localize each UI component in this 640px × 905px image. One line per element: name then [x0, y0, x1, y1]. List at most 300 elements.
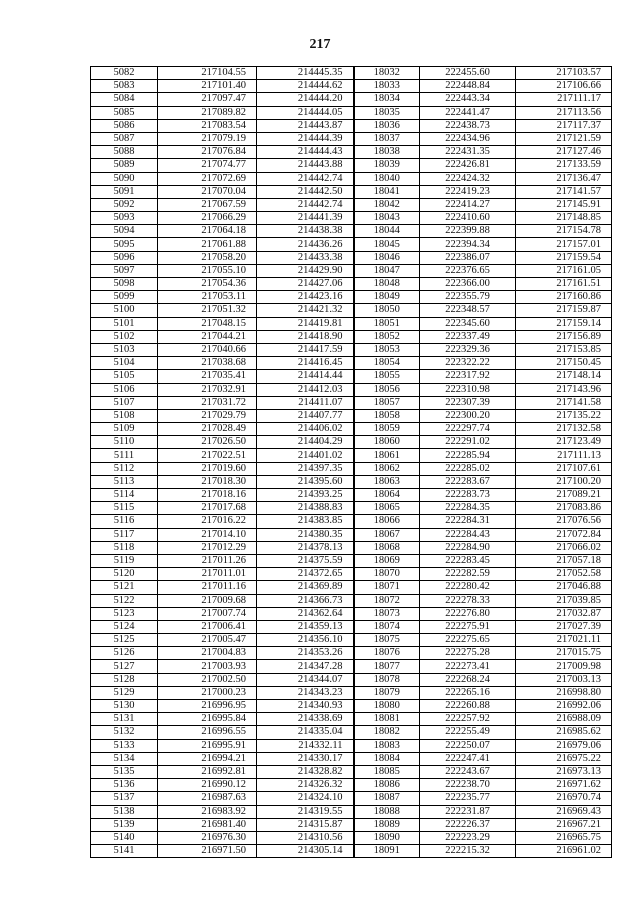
y-coord-right: 217135.22: [516, 409, 612, 422]
y-coord-right: 217100.20: [516, 475, 612, 488]
point-id-left: 5138: [91, 805, 158, 818]
x-coord-right: 222231.87: [420, 805, 516, 818]
x-coord-left: 216976.30: [158, 831, 257, 844]
y-coord-left: 214442.74: [257, 198, 354, 211]
y-coord-left: 214416.45: [257, 357, 354, 370]
x-coord-right: 222283.45: [420, 554, 516, 567]
x-coord-right: 222441.47: [420, 106, 516, 119]
y-coord-right: 217154.78: [516, 225, 612, 238]
point-id-left: 5097: [91, 264, 158, 277]
point-id-left: 5124: [91, 620, 158, 633]
point-id-left: 5134: [91, 752, 158, 765]
y-coord-left: 214380.35: [257, 528, 354, 541]
x-coord-left: 216994.21: [158, 752, 257, 765]
y-coord-right: 216970.74: [516, 792, 612, 805]
point-id-left: 5133: [91, 739, 158, 752]
point-id-right: 18042: [354, 198, 420, 211]
table-row: [91, 528, 612, 541]
x-coord-right: 222282.59: [420, 568, 516, 581]
point-id-left: 5121: [91, 581, 158, 594]
y-coord-right: 216967.21: [516, 818, 612, 831]
x-coord-right: 222300.20: [420, 409, 516, 422]
point-id-right: 18047: [354, 264, 420, 277]
point-id-right: 18065: [354, 502, 420, 515]
y-coord-right: 217132.58: [516, 423, 612, 436]
table-row: [91, 198, 612, 211]
point-id-right: 18051: [354, 317, 420, 330]
y-coord-right: 217072.84: [516, 528, 612, 541]
y-coord-right: 217111.13: [516, 449, 612, 462]
y-coord-right: 217143.96: [516, 383, 612, 396]
table-row: [91, 541, 612, 554]
point-id-right: 18081: [354, 713, 420, 726]
y-coord-right: 216965.75: [516, 831, 612, 844]
y-coord-left: 214332.11: [257, 739, 354, 752]
y-coord-left: 214378.13: [257, 541, 354, 554]
y-coord-left: 214395.60: [257, 475, 354, 488]
y-coord-left: 214406.02: [257, 423, 354, 436]
x-coord-right: 222419.23: [420, 185, 516, 198]
y-coord-right: 216975.22: [516, 752, 612, 765]
y-coord-left: 214324.10: [257, 792, 354, 805]
x-coord-right: 222268.24: [420, 673, 516, 686]
point-id-left: 5127: [91, 660, 158, 673]
x-coord-right: 222386.07: [420, 251, 516, 264]
y-coord-left: 214443.87: [257, 119, 354, 132]
y-coord-left: 214328.82: [257, 765, 354, 778]
point-id-right: 18079: [354, 686, 420, 699]
point-id-right: 18037: [354, 132, 420, 145]
point-id-left: 5103: [91, 343, 158, 356]
y-coord-right: 217027.39: [516, 620, 612, 633]
point-id-left: 5087: [91, 132, 158, 145]
point-id-right: 18067: [354, 528, 420, 541]
y-coord-right: 217159.14: [516, 317, 612, 330]
y-coord-right: 217015.75: [516, 647, 612, 660]
point-id-left: 5111: [91, 449, 158, 462]
table-row: [91, 726, 612, 739]
x-coord-left: 216992.81: [158, 765, 257, 778]
point-id-left: 5112: [91, 462, 158, 475]
x-coord-right: 222280.42: [420, 581, 516, 594]
x-coord-left: 216996.95: [158, 700, 257, 713]
x-coord-right: 222284.35: [420, 502, 516, 515]
table-row: [91, 159, 612, 172]
y-coord-right: 217089.21: [516, 489, 612, 502]
x-coord-left: 216987.63: [158, 792, 257, 805]
y-coord-left: 214443.88: [257, 159, 354, 172]
y-coord-left: 214359.13: [257, 620, 354, 633]
point-id-right: 18046: [354, 251, 420, 264]
y-coord-right: 217156.89: [516, 330, 612, 343]
point-id-right: 18083: [354, 739, 420, 752]
x-coord-left: 217040.66: [158, 343, 257, 356]
point-id-right: 18060: [354, 436, 420, 449]
y-coord-left: 214442.74: [257, 172, 354, 185]
x-coord-left: 217007.74: [158, 607, 257, 620]
y-coord-left: 214444.39: [257, 132, 354, 145]
table-row: [91, 357, 612, 370]
x-coord-right: 222276.80: [420, 607, 516, 620]
point-id-left: 5096: [91, 251, 158, 264]
table-row: [91, 423, 612, 436]
table-row: [91, 845, 612, 858]
x-coord-right: 222215.32: [420, 845, 516, 858]
x-coord-right: 222284.31: [420, 515, 516, 528]
table-row: [91, 449, 612, 462]
table-row: [91, 278, 612, 291]
x-coord-left: 217011.16: [158, 581, 257, 594]
point-id-right: 18059: [354, 423, 420, 436]
point-id-left: 5106: [91, 383, 158, 396]
x-coord-left: 217064.18: [158, 225, 257, 238]
point-id-right: 18052: [354, 330, 420, 343]
y-coord-left: 214438.38: [257, 225, 354, 238]
x-coord-left: 217048.15: [158, 317, 257, 330]
point-id-right: 18045: [354, 238, 420, 251]
x-coord-right: 222226.37: [420, 818, 516, 831]
point-id-left: 5088: [91, 146, 158, 159]
table-row: [91, 700, 612, 713]
y-coord-left: 214366.73: [257, 594, 354, 607]
y-coord-left: 214421.32: [257, 304, 354, 317]
point-id-left: 5131: [91, 713, 158, 726]
x-coord-right: 222322.22: [420, 357, 516, 370]
x-coord-right: 222426.81: [420, 159, 516, 172]
point-id-right: 18089: [354, 818, 420, 831]
y-coord-right: 217052.58: [516, 568, 612, 581]
x-coord-right: 222317.92: [420, 370, 516, 383]
y-coord-left: 214343.23: [257, 686, 354, 699]
point-id-right: 18044: [354, 225, 420, 238]
point-id-right: 18061: [354, 449, 420, 462]
y-coord-left: 214362.64: [257, 607, 354, 620]
point-id-right: 18087: [354, 792, 420, 805]
point-id-right: 18056: [354, 383, 420, 396]
y-coord-right: 217121.59: [516, 132, 612, 145]
y-coord-right: 217046.88: [516, 581, 612, 594]
x-coord-right: 222275.65: [420, 634, 516, 647]
x-coord-left: 217083.54: [158, 119, 257, 132]
x-coord-left: 217055.10: [158, 264, 257, 277]
point-id-right: 18090: [354, 831, 420, 844]
y-coord-right: 217113.56: [516, 106, 612, 119]
y-coord-right: 217009.98: [516, 660, 612, 673]
y-coord-right: 217127.46: [516, 146, 612, 159]
point-id-right: 18053: [354, 343, 420, 356]
point-id-left: 5118: [91, 541, 158, 554]
y-coord-right: 217161.05: [516, 264, 612, 277]
point-id-right: 18050: [354, 304, 420, 317]
y-coord-right: 217076.56: [516, 515, 612, 528]
point-id-left: 5126: [91, 647, 158, 660]
y-coord-right: 217159.54: [516, 251, 612, 264]
x-coord-left: 217104.55: [158, 67, 257, 80]
point-id-left: 5085: [91, 106, 158, 119]
y-coord-left: 214340.93: [257, 700, 354, 713]
table-row: [91, 93, 612, 106]
point-id-right: 18054: [354, 357, 420, 370]
y-coord-left: 214444.43: [257, 146, 354, 159]
y-coord-right: 217106.66: [516, 80, 612, 93]
point-id-right: 18073: [354, 607, 420, 620]
point-id-right: 18033: [354, 80, 420, 93]
table-row: [91, 291, 612, 304]
point-id-left: 5105: [91, 370, 158, 383]
table-row: [91, 172, 612, 185]
x-coord-left: 217004.83: [158, 647, 257, 660]
y-coord-left: 214393.25: [257, 489, 354, 502]
x-coord-left: 217101.40: [158, 80, 257, 93]
y-coord-right: 217021.11: [516, 634, 612, 647]
table-row: [91, 489, 612, 502]
y-coord-left: 214383.85: [257, 515, 354, 528]
y-coord-right: 216971.62: [516, 779, 612, 792]
point-id-left: 5122: [91, 594, 158, 607]
point-id-right: 18068: [354, 541, 420, 554]
y-coord-left: 214338.69: [257, 713, 354, 726]
x-coord-right: 222238.70: [420, 779, 516, 792]
y-coord-right: 217159.87: [516, 304, 612, 317]
y-coord-right: 217153.85: [516, 343, 612, 356]
x-coord-left: 217018.30: [158, 475, 257, 488]
x-coord-right: 222337.49: [420, 330, 516, 343]
y-coord-left: 214353.26: [257, 647, 354, 660]
point-id-right: 18032: [354, 67, 420, 80]
y-coord-left: 214347.28: [257, 660, 354, 673]
table-row: [91, 317, 612, 330]
point-id-right: 18058: [354, 409, 420, 422]
y-coord-right: 216992.06: [516, 700, 612, 713]
x-coord-right: 222273.41: [420, 660, 516, 673]
y-coord-right: 216961.02: [516, 845, 612, 858]
point-id-right: 18049: [354, 291, 420, 304]
point-id-left: 5128: [91, 673, 158, 686]
point-id-left: 5104: [91, 357, 158, 370]
x-coord-left: 217054.36: [158, 278, 257, 291]
point-id-left: 5113: [91, 475, 158, 488]
table-row: [91, 119, 612, 132]
x-coord-right: 222255.49: [420, 726, 516, 739]
y-coord-right: 217136.47: [516, 172, 612, 185]
point-id-left: 5093: [91, 212, 158, 225]
x-coord-left: 217022.51: [158, 449, 257, 462]
table-row: [91, 225, 612, 238]
x-coord-left: 217035.41: [158, 370, 257, 383]
x-coord-right: 222434.96: [420, 132, 516, 145]
x-coord-right: 222410.60: [420, 212, 516, 225]
y-coord-left: 214401.02: [257, 449, 354, 462]
x-coord-left: 217011.01: [158, 568, 257, 581]
y-coord-right: 216988.09: [516, 713, 612, 726]
y-coord-left: 214344.07: [257, 673, 354, 686]
y-coord-right: 216979.06: [516, 739, 612, 752]
x-coord-right: 222310.98: [420, 383, 516, 396]
table-row: [91, 713, 612, 726]
y-coord-left: 214444.20: [257, 93, 354, 106]
x-coord-right: 222455.60: [420, 67, 516, 80]
x-coord-left: 217074.77: [158, 159, 257, 172]
x-coord-right: 222243.67: [420, 765, 516, 778]
table-row: [91, 132, 612, 145]
y-coord-right: 217160.86: [516, 291, 612, 304]
point-id-left: 5099: [91, 291, 158, 304]
y-coord-right: 217083.86: [516, 502, 612, 515]
x-coord-right: 222345.60: [420, 317, 516, 330]
y-coord-right: 217141.58: [516, 396, 612, 409]
table-row: [91, 502, 612, 515]
y-coord-right: 217039.85: [516, 594, 612, 607]
y-coord-right: 216973.13: [516, 765, 612, 778]
table-row: [91, 620, 612, 633]
y-coord-left: 214411.07: [257, 396, 354, 409]
y-coord-right: 216998.80: [516, 686, 612, 699]
y-coord-right: 217161.51: [516, 278, 612, 291]
point-id-right: 18077: [354, 660, 420, 673]
point-id-right: 18078: [354, 673, 420, 686]
x-coord-left: 217018.16: [158, 489, 257, 502]
y-coord-left: 214330.17: [257, 752, 354, 765]
table-row: [91, 370, 612, 383]
x-coord-right: 222329.36: [420, 343, 516, 356]
coordinate-table-container: [90, 66, 611, 858]
point-id-left: 5086: [91, 119, 158, 132]
y-coord-left: 214427.06: [257, 278, 354, 291]
point-id-left: 5108: [91, 409, 158, 422]
x-coord-left: 217005.47: [158, 634, 257, 647]
table-row: [91, 805, 612, 818]
x-coord-left: 217009.68: [158, 594, 257, 607]
table-row: [91, 581, 612, 594]
table-row: [91, 607, 612, 620]
table-row: [91, 106, 612, 119]
coordinate-table: [90, 66, 612, 858]
y-coord-right: 217150.45: [516, 357, 612, 370]
x-coord-right: 222424.32: [420, 172, 516, 185]
y-coord-left: 214356.10: [257, 634, 354, 647]
y-coord-left: 214418.90: [257, 330, 354, 343]
x-coord-left: 217011.26: [158, 554, 257, 567]
point-id-left: 5132: [91, 726, 158, 739]
x-coord-right: 222376.65: [420, 264, 516, 277]
page-number: 217: [309, 37, 331, 52]
point-id-left: 5100: [91, 304, 158, 317]
point-id-left: 5110: [91, 436, 158, 449]
table-row: [91, 831, 612, 844]
x-coord-right: 222348.57: [420, 304, 516, 317]
x-coord-left: 217076.84: [158, 146, 257, 159]
point-id-left: 5140: [91, 831, 158, 844]
table-row: [91, 686, 612, 699]
x-coord-left: 217032.91: [158, 383, 257, 396]
x-coord-right: 222285.94: [420, 449, 516, 462]
x-coord-right: 222275.91: [420, 620, 516, 633]
x-coord-right: 222284.90: [420, 541, 516, 554]
y-coord-left: 214404.29: [257, 436, 354, 449]
x-coord-left: 217000.23: [158, 686, 257, 699]
y-coord-left: 214442.50: [257, 185, 354, 198]
y-coord-left: 214441.39: [257, 212, 354, 225]
x-coord-right: 222307.39: [420, 396, 516, 409]
y-coord-right: 217145.91: [516, 198, 612, 211]
point-id-right: 18043: [354, 212, 420, 225]
x-coord-right: 222257.92: [420, 713, 516, 726]
y-coord-right: 217157.01: [516, 238, 612, 251]
point-id-left: 5107: [91, 396, 158, 409]
table-row: [91, 765, 612, 778]
point-id-right: 18074: [354, 620, 420, 633]
x-coord-left: 217006.41: [158, 620, 257, 633]
y-coord-left: 214444.05: [257, 106, 354, 119]
x-coord-left: 217028.49: [158, 423, 257, 436]
x-coord-left: 216996.55: [158, 726, 257, 739]
x-coord-left: 217014.10: [158, 528, 257, 541]
point-id-left: 5098: [91, 278, 158, 291]
x-coord-right: 222431.35: [420, 146, 516, 159]
x-coord-left: 216983.92: [158, 805, 257, 818]
x-coord-left: 217058.20: [158, 251, 257, 264]
table-row: [91, 330, 612, 343]
x-coord-right: 222265.16: [420, 686, 516, 699]
y-coord-right: 217111.17: [516, 93, 612, 106]
y-coord-left: 214445.35: [257, 67, 354, 80]
point-id-left: 5125: [91, 634, 158, 647]
point-id-left: 5101: [91, 317, 158, 330]
x-coord-left: 216990.12: [158, 779, 257, 792]
table-row: [91, 594, 612, 607]
table-row: [91, 462, 612, 475]
x-coord-left: 217051.32: [158, 304, 257, 317]
x-coord-left: 217072.69: [158, 172, 257, 185]
x-coord-right: 222399.88: [420, 225, 516, 238]
x-coord-right: 222394.34: [420, 238, 516, 251]
x-coord-right: 222284.43: [420, 528, 516, 541]
x-coord-right: 222223.29: [420, 831, 516, 844]
x-coord-left: 217066.29: [158, 212, 257, 225]
y-coord-right: 217032.87: [516, 607, 612, 620]
point-id-right: 18038: [354, 146, 420, 159]
table-row: [91, 251, 612, 264]
point-id-right: 18062: [354, 462, 420, 475]
x-coord-right: 222285.02: [420, 462, 516, 475]
x-coord-right: 222283.73: [420, 489, 516, 502]
y-coord-left: 214372.65: [257, 568, 354, 581]
x-coord-right: 222414.27: [420, 198, 516, 211]
point-id-right: 18076: [354, 647, 420, 660]
y-coord-left: 214305.14: [257, 845, 354, 858]
y-coord-right: 217003.13: [516, 673, 612, 686]
table-row: [91, 343, 612, 356]
point-id-left: 5083: [91, 80, 158, 93]
point-id-right: 18048: [354, 278, 420, 291]
y-coord-right: 217057.18: [516, 554, 612, 567]
point-id-left: 5091: [91, 185, 158, 198]
y-coord-left: 214414.44: [257, 370, 354, 383]
y-coord-right: 217103.57: [516, 67, 612, 80]
y-coord-left: 214429.90: [257, 264, 354, 277]
y-coord-left: 214423.16: [257, 291, 354, 304]
point-id-left: 5082: [91, 67, 158, 80]
point-id-right: 18055: [354, 370, 420, 383]
table-row: [91, 396, 612, 409]
table-row: [91, 660, 612, 673]
x-coord-left: 216981.40: [158, 818, 257, 831]
table-row: [91, 146, 612, 159]
point-id-right: 18041: [354, 185, 420, 198]
x-coord-right: 222247.41: [420, 752, 516, 765]
point-id-right: 18072: [354, 594, 420, 607]
y-coord-left: 214315.87: [257, 818, 354, 831]
